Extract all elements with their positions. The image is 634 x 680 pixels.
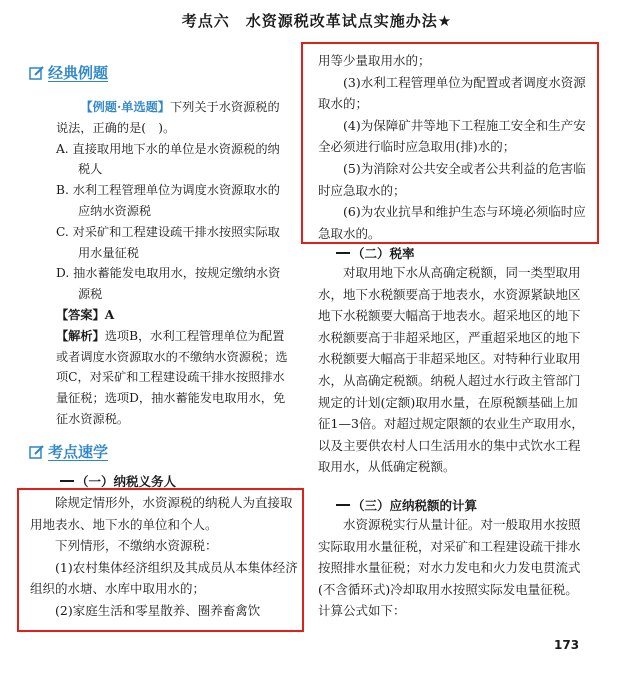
option-b: B. 水利工程管理单位为调度水资源取水的应纳水资源税: [56, 183, 280, 218]
option-c: C. 对采矿和工程建设疏干排水按照实际取用水量征税: [56, 224, 280, 260]
answer-label: 【答案】: [56, 307, 105, 322]
exemption-item-5: (5)为消除对公共安全或者公共利益的危害临时应急取水的；: [318, 160, 586, 198]
tax-calc-subheading: （三）应纳税额的计算: [336, 496, 477, 514]
option-d: D. 抽水蓄能发电取用水，按规定缴纳水资源税: [56, 266, 281, 302]
tax-calc-text: 水资源税实行从量计征。对一般取用水按照实际取用水量征税，对采矿和工程建设疏干排水按照排水量征税；对水力发电和火力发电贯流式(不含循环式)冷却取用水按照实际发电量征税。计算公式如下：: [318, 517, 581, 619]
exemption-item-1: (1)农村集体经济组织及其成员从本集体经济组织的水塘、水库中取用水的；: [30, 559, 298, 597]
page-title: 考点六 水资源税改革试点实施办法★: [181, 12, 453, 30]
exemption-item-2-end: 用等少量取用水的；: [318, 53, 431, 68]
question-tag: 【例题·单选题】: [80, 100, 170, 114]
exemption-continued-block: [318, 50, 586, 244]
taxpayer-subheading: （一）纳税义务人: [60, 472, 176, 490]
exemption-intro: 下列情形，不缴纳水资源税：: [55, 538, 218, 554]
example-section-heading: 经典例题: [29, 62, 108, 83]
option-a: A. 直接取用地下水的单位是水资源税的纳税人: [56, 141, 280, 177]
tax-rate-subheading: （二）税率: [336, 244, 415, 262]
summary-section-heading: 考点速学: [29, 441, 108, 462]
question-text: 下列关于水资源税的说法，正确的是( )。: [56, 100, 280, 135]
exemption-item-3: (3)水利工程管理单位为配置或者调度水资源取水的；: [318, 74, 586, 112]
exemption-item-6: (6)为农业抗旱和维护生态与环境必须临时应急取水的。: [318, 204, 586, 241]
answer-value: A: [104, 307, 115, 322]
tax-calc-block: [318, 514, 586, 622]
analysis-text: 选项B，水利工程管理单位为配置或者调度水资源取水的不缴纳水资源税；选项C，对采矿和工程建设疏干排水按照排水量征税；选项D，抽水蓄能发电取用水，免征水资源税。: [56, 328, 288, 426]
taxpayer-block: [30, 492, 298, 622]
tax-rate-text: 对取用地下水从高确定税额，同一类型取用水，地下水税额要高于地表水，水资源紧缺地区地下水税额要大幅高于地表水。超采地区的地下水税额要高于非超采地区，严重超采地区的地下水税额要大幅高于非超采地区。对特种行业取用水，从高确定税额。纳税人超过水行政主管部门规定的计划(定额)取用水量，在原税额基础上加征1—3倍。对超过规定限额的农业生产取用水，以及主要供农村人口生活用水的集中式饮水工程取用水，从低确定税额。: [318, 265, 584, 475]
analysis-label: 【解析】: [56, 328, 105, 343]
pen-square-icon: [29, 65, 45, 81]
tax-rate-block: [318, 262, 586, 478]
example-block: [56, 97, 288, 430]
taxpayer-definition: 除规定情形外，水资源税的纳税人为直接取用地表水、地下水的单位和个人。: [30, 495, 293, 532]
pen-square-icon: [29, 444, 45, 460]
page-number: 173: [554, 638, 580, 652]
exemption-item-4: (4)为保障矿井等地下工程施工安全和生产安全必须进行临时应急取用(排)水的；: [318, 117, 586, 155]
exemption-item-2-start: (2)家庭生活和零星散养、圈养畜禽饮: [55, 602, 261, 618]
